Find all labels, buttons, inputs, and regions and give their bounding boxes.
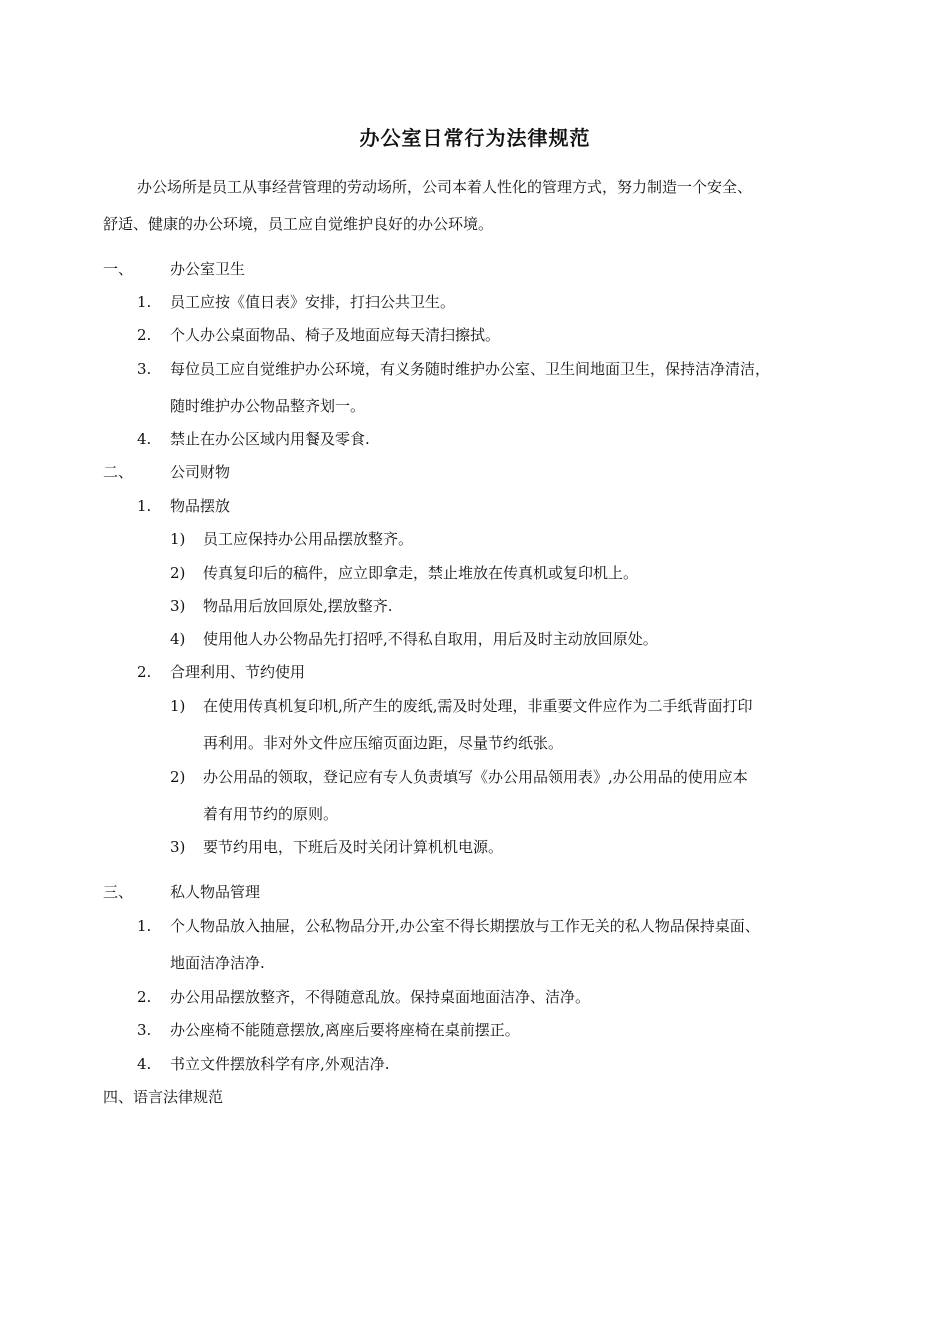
intro-paragraph-line-2: 舒适、健康的办公环境，员工应自觉维护良好的办公环境。	[103, 215, 494, 233]
list-item-text: 书立文件摆放科学有序,外观洁净.	[170, 1055, 390, 1073]
sub-item-text: 物品用后放回原处,摆放整齐.	[203, 597, 393, 615]
list-item-number: 1.	[137, 917, 152, 935]
sub-item-text: 在使用传真机复印机,所产生的废纸,需及时处理，非重要文件应作为二手纸背面打印	[203, 697, 753, 715]
list-item-number: 2.	[137, 326, 152, 344]
list-item-text: 办公用品摆放整齐，不得随意乱放。保持桌面地面洁净、洁净。	[170, 988, 591, 1006]
section-number: 二、	[103, 463, 134, 481]
list-item-number: 4.	[137, 430, 152, 448]
list-item-number: 1.	[137, 293, 152, 311]
list-item-number: 3.	[137, 360, 152, 378]
sub-item-number: 4)	[170, 630, 186, 648]
sub-item-number: 1)	[170, 697, 186, 715]
list-item-number: 4.	[137, 1055, 152, 1073]
sub-item-text: 要节约用电，下班后及时关闭计算机机电源。	[203, 838, 504, 856]
section-heading: 办公室卫生	[170, 260, 246, 278]
sub-item-text-continuation: 再利用。非对外文件应压缩页面边距，尽量节约纸张。	[203, 734, 564, 752]
list-item-number: 3.	[137, 1021, 152, 1039]
list-item-text-continuation: 地面洁净洁净.	[170, 954, 265, 972]
section-number: 三、	[103, 883, 134, 901]
list-item-number: 1.	[137, 497, 152, 515]
list-item-text: 禁止在办公区域内用餐及零食.	[170, 430, 370, 448]
section-heading: 公司财物	[170, 463, 231, 481]
list-item-text: 员工应按《值日表》安排，打扫公共卫生。	[170, 293, 456, 311]
list-item-text: 办公座椅不能随意摆放,离座后要将座椅在桌前摆正。	[170, 1021, 520, 1039]
sub-item-number: 3)	[170, 597, 186, 615]
list-item-text: 每位员工应自觉维护办公环境，有义务随时维护办公室、卫生间地面卫生，保持洁净清洁，	[170, 360, 771, 378]
sub-item-number: 2)	[170, 564, 186, 582]
list-item-text: 合理利用、节约使用	[170, 663, 306, 681]
sub-item-text: 使用他人办公物品先打招呼,不得私自取用，用后及时主动放回原处。	[203, 630, 658, 648]
sub-item-number: 1)	[170, 530, 186, 548]
sub-item-text-continuation: 着有用节约的原则。	[203, 805, 339, 823]
intro-paragraph-line-1: 办公场所是员工从事经营管理的劳动场所，公司本着人性化的管理方式，努力制造一个安全、	[137, 178, 753, 196]
list-item-text: 个人物品放入抽屉，公私物品分开,办公室不得长期摆放与工作无关的私人物品保持桌面、	[170, 917, 760, 935]
list-item-number: 2.	[137, 988, 152, 1006]
list-item-text: 个人办公桌面物品、椅子及地面应每天清扫擦拭。	[170, 326, 501, 344]
section-number: 一、	[103, 260, 134, 278]
sub-item-number: 3)	[170, 838, 186, 856]
sub-item-text: 办公用品的领取，登记应有专人负责填写《办公用品领用表》,办公用品的使用应本	[203, 768, 748, 786]
section-heading: 私人物品管理	[170, 883, 261, 901]
sub-item-text: 员工应保持办公用品摆放整齐。	[203, 530, 414, 548]
list-item-number: 2.	[137, 663, 152, 681]
sub-item-text: 传真复印后的稿件，应立即拿走，禁止堆放在传真机或复印机上。	[203, 564, 639, 582]
document-title: 办公室日常行为法律规范	[359, 126, 591, 150]
section-heading: 四、语言法律规范	[103, 1088, 224, 1106]
list-item-text-continuation: 随时维护办公物品整齐划一。	[170, 397, 366, 415]
sub-item-number: 2)	[170, 768, 186, 786]
list-item-text: 物品摆放	[170, 497, 231, 515]
